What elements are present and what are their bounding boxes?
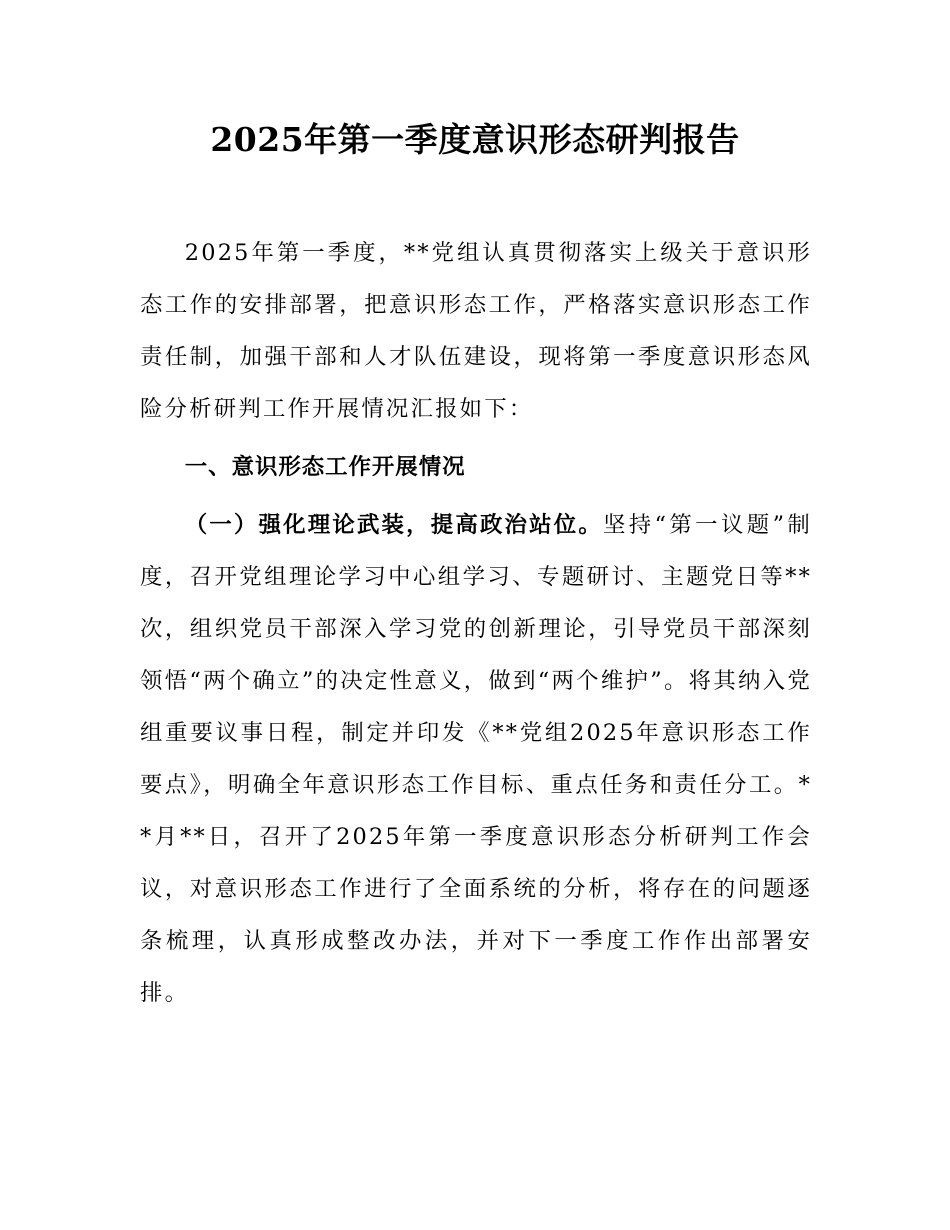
item-1-body: 坚持“第一议题”制度，召开党组理论学习中心组学习、专题研讨、主题党日等**次，组织党员干部深入学习党的创新理论，引导党员干部深刻领悟“两个确立”的决定性意义，做到“两个维护”。将其纳入党组重要议事日程，制定并印发《**党组2025年意识形态工作要点》，明确全年意识形态工作目标、重点任务和责任分工。**月**日，召开了2025年第一季度意识形态分析研判工作会议，对意识形态工作进行了全面系统的分析，将存在的问题逐条梳理，认真形成整改办法，并对下一季度工作作出部署安排。 <box>140 512 813 1006</box>
section-heading-1: 一、意识形态工作开展情况 <box>184 454 466 480</box>
item-1-paragraph <box>140 499 812 1019</box>
intro-paragraph: 2025年第一季度，**党组认真贯彻落实上级关于意识形态工作的安排部署，把意识形态工作，严格落实意识形态工作责任制，加强干部和人才队伍建设，现将第一季度意识形态风险分析研判工作开展情况汇报如下： <box>140 240 812 422</box>
item-1-lead: （一）强化理论武装，提高政治站位。 <box>184 512 603 538</box>
document-title: 2025年第一季度意识形态研判报告 <box>210 120 740 159</box>
document-body <box>140 227 812 1019</box>
